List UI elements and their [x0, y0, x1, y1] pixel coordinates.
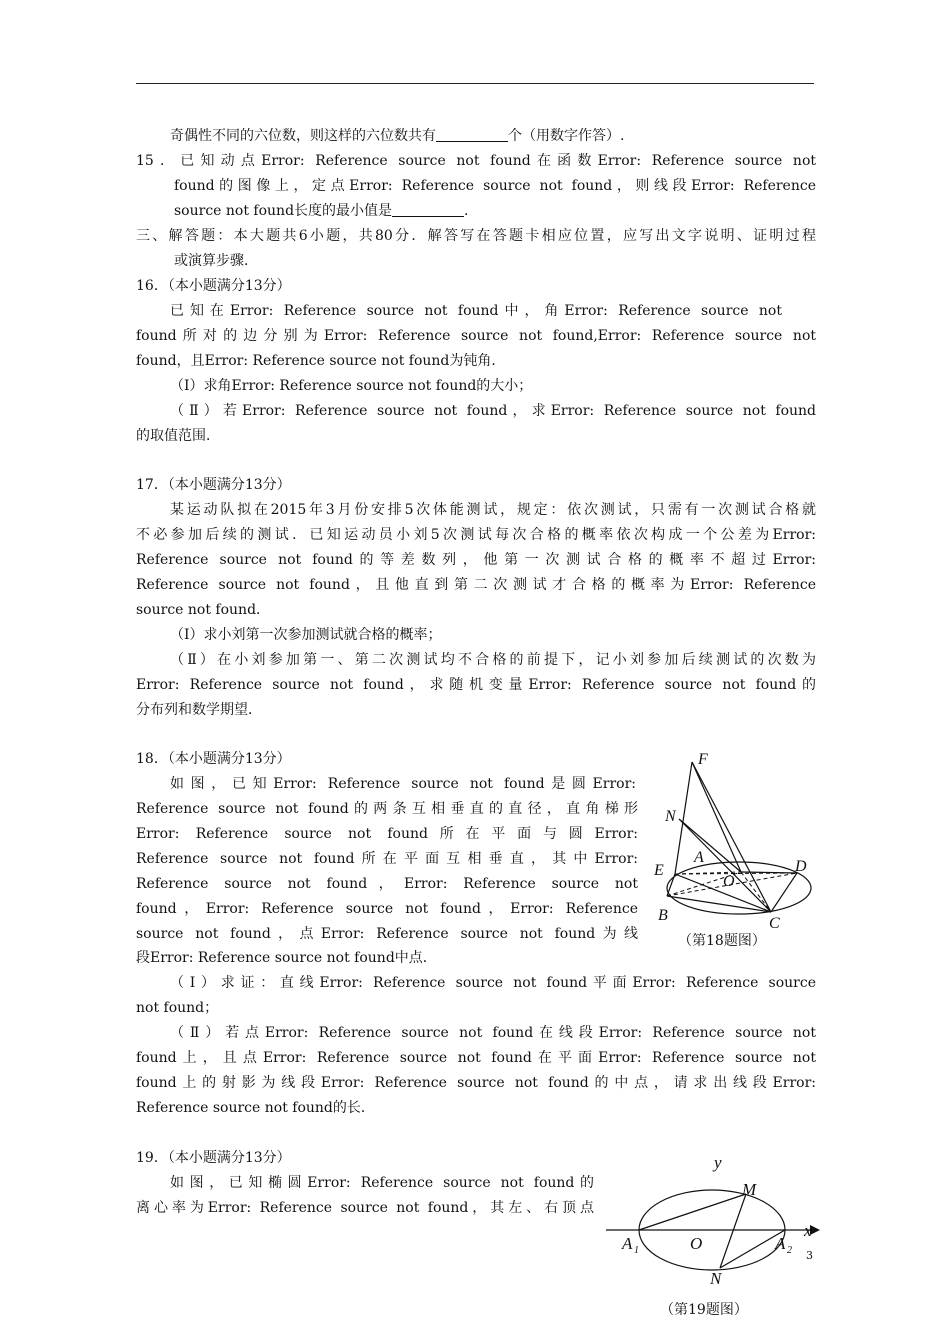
section3-heading-cont: 或演算步骤． — [174, 253, 258, 269]
text: source not found长度的最小值是 — [174, 203, 393, 219]
edge-DC — [771, 873, 797, 912]
q17-line: 不必参加后续的测试．已知运动员小刘5次测试每次合格的概率依次构成一个公差为Error: — [136, 527, 816, 543]
label-B: B — [658, 907, 668, 924]
label-D: D — [795, 858, 807, 875]
figure-19-caption: （第19题图） — [660, 1302, 748, 1318]
figure-18 — [648, 748, 818, 953]
label-N: N — [665, 808, 676, 825]
header-rule — [136, 83, 814, 84]
q17-line: Error: Reference source not found，求随机变量Error: Reference source not found的 — [136, 677, 816, 693]
q16-line: 已知在Error: Reference source not found中，角Error: Reference source not — [170, 303, 782, 319]
label-F: F — [698, 751, 708, 768]
text: . — [464, 203, 469, 219]
q18-line: Reference source not found，Error: Reference source not — [136, 876, 638, 892]
q18-line: Reference source not found的长． — [136, 1100, 375, 1116]
q18-line: source not found，点Error: Reference source not found为线 — [136, 926, 638, 942]
q18-line: 如图，已知Error: Reference source not found是圆Error: — [170, 776, 636, 792]
text: 奇偶性不同的六位数，则这样的六位数共有 — [170, 128, 436, 144]
q18-line: not found； — [136, 1000, 219, 1016]
q16-line: found，且Error: Reference source not found为钝角． — [136, 353, 506, 369]
figure-19-diagram — [604, 1150, 824, 1320]
segment-MN — [720, 1194, 746, 1268]
q18-line: Error: Reference source not found所在平面与圆Error: — [136, 826, 638, 842]
label-y: y — [714, 1153, 722, 1172]
label-A1-subscript: 1 — [634, 1245, 639, 1256]
q14-continuation — [170, 124, 850, 149]
figure-19 — [604, 1150, 824, 1320]
figure-18-caption: （第18题图） — [678, 933, 766, 949]
label-x: x — [804, 1221, 812, 1240]
label-A2: A — [775, 1234, 786, 1253]
q16-line: found所对的边分别为Error: Reference source not found,Error: Reference source not — [136, 328, 816, 344]
label-O: O — [723, 873, 735, 890]
q18-line: Reference source not found所在平面互相垂直，其中Error: — [136, 851, 638, 867]
q15-line: found的图像上，定点Error: Reference source not found，则线段Error: Reference — [174, 178, 816, 194]
q16-line: 的取值范围． — [136, 428, 220, 444]
q15-line: 15．已知动点Error: Reference source not found在函数Error: Reference source not — [136, 153, 816, 169]
q17-heading: 17．（本小题满分13分） — [136, 477, 291, 493]
q17-line: source not found． — [136, 602, 271, 618]
edge-BE — [667, 874, 675, 896]
q19-line: 离心率为Error: Reference source not found，其左、右顶点 — [136, 1200, 594, 1216]
section3-heading: 三、解答题：本大题共6小题，共80分．解答写在答题卡相应位置，应写出文字说明、证明过程 — [136, 228, 816, 244]
q18-line: Reference source not found的两条互相垂直的直径，直角梯形 — [136, 801, 638, 817]
label-A2-subscript: 2 — [787, 1245, 792, 1256]
q19-heading: 19．（本小题满分13分） — [136, 1150, 291, 1166]
q18-line: 段Error: Reference source not found中点． — [136, 950, 437, 966]
label-E: E — [654, 862, 664, 879]
label-A1: A — [622, 1234, 633, 1253]
q17-part2: （Ⅱ）在小刘参加第一、第二次测试均不合格的前提下，记小刘参加后续测试的次数为 — [170, 652, 816, 668]
label-O: O — [690, 1234, 703, 1253]
q18-part2: （Ⅱ）若点Error: Reference source not found在线段Error: Reference source not — [170, 1025, 816, 1041]
q18-heading: 18．（本小题满分13分） — [136, 751, 291, 767]
q17-line: 分布列和数学期望． — [136, 702, 262, 718]
q17-line: 某运动队拟在2015年3月份安排5次体能测试，规定：依次测试，只需有一次测试合格就 — [170, 502, 816, 518]
segment-A1M — [639, 1194, 746, 1230]
text: 个（用数字作答）. — [508, 128, 625, 144]
figure-18-diagram — [648, 748, 818, 953]
edge-NC — [679, 819, 771, 912]
q17-line: Reference source not found，且他直到第二次测试才合格的概率为Error: Reference — [136, 577, 816, 593]
q15-line — [174, 199, 854, 224]
q18-line: found上，且点Error: Reference source not found在平面Error: Reference source not — [136, 1050, 816, 1066]
answer-blank — [436, 127, 508, 142]
answer-blank — [392, 202, 464, 217]
label-M: M — [742, 1180, 757, 1199]
q18-line: found，Error: Reference source not found，Error: Reference — [136, 901, 638, 917]
q16-heading: 16．（本小题满分13分） — [136, 278, 291, 294]
page-number: 3 — [806, 1249, 813, 1262]
label-N: N — [710, 1269, 722, 1288]
label-C: C — [769, 915, 780, 932]
q16-part1: （Ⅰ）求角Error: Reference source not found的大小； — [170, 378, 533, 394]
edge-FE — [675, 762, 692, 874]
q18-part1: （Ⅰ）求证：直线Error: Reference source not found平面Error: Reference source — [170, 975, 816, 991]
label-A: A — [694, 849, 704, 866]
q16-part2: （Ⅱ）若Error: Reference source not found，求Error: Reference source not found — [170, 403, 816, 419]
q18-line: found上的射影为线段Error: Reference source not found的中点，请求出线段Error: — [136, 1075, 816, 1091]
q17-part1: （Ⅰ）求小刘第一次参加测试就合格的概率； — [170, 627, 442, 643]
q19-line: 如图，已知椭圆Error: Reference source not found的 — [170, 1175, 594, 1191]
q17-line: Reference source not found的等差数列，他第一次测试合格的概率不超过Error: — [136, 552, 816, 568]
